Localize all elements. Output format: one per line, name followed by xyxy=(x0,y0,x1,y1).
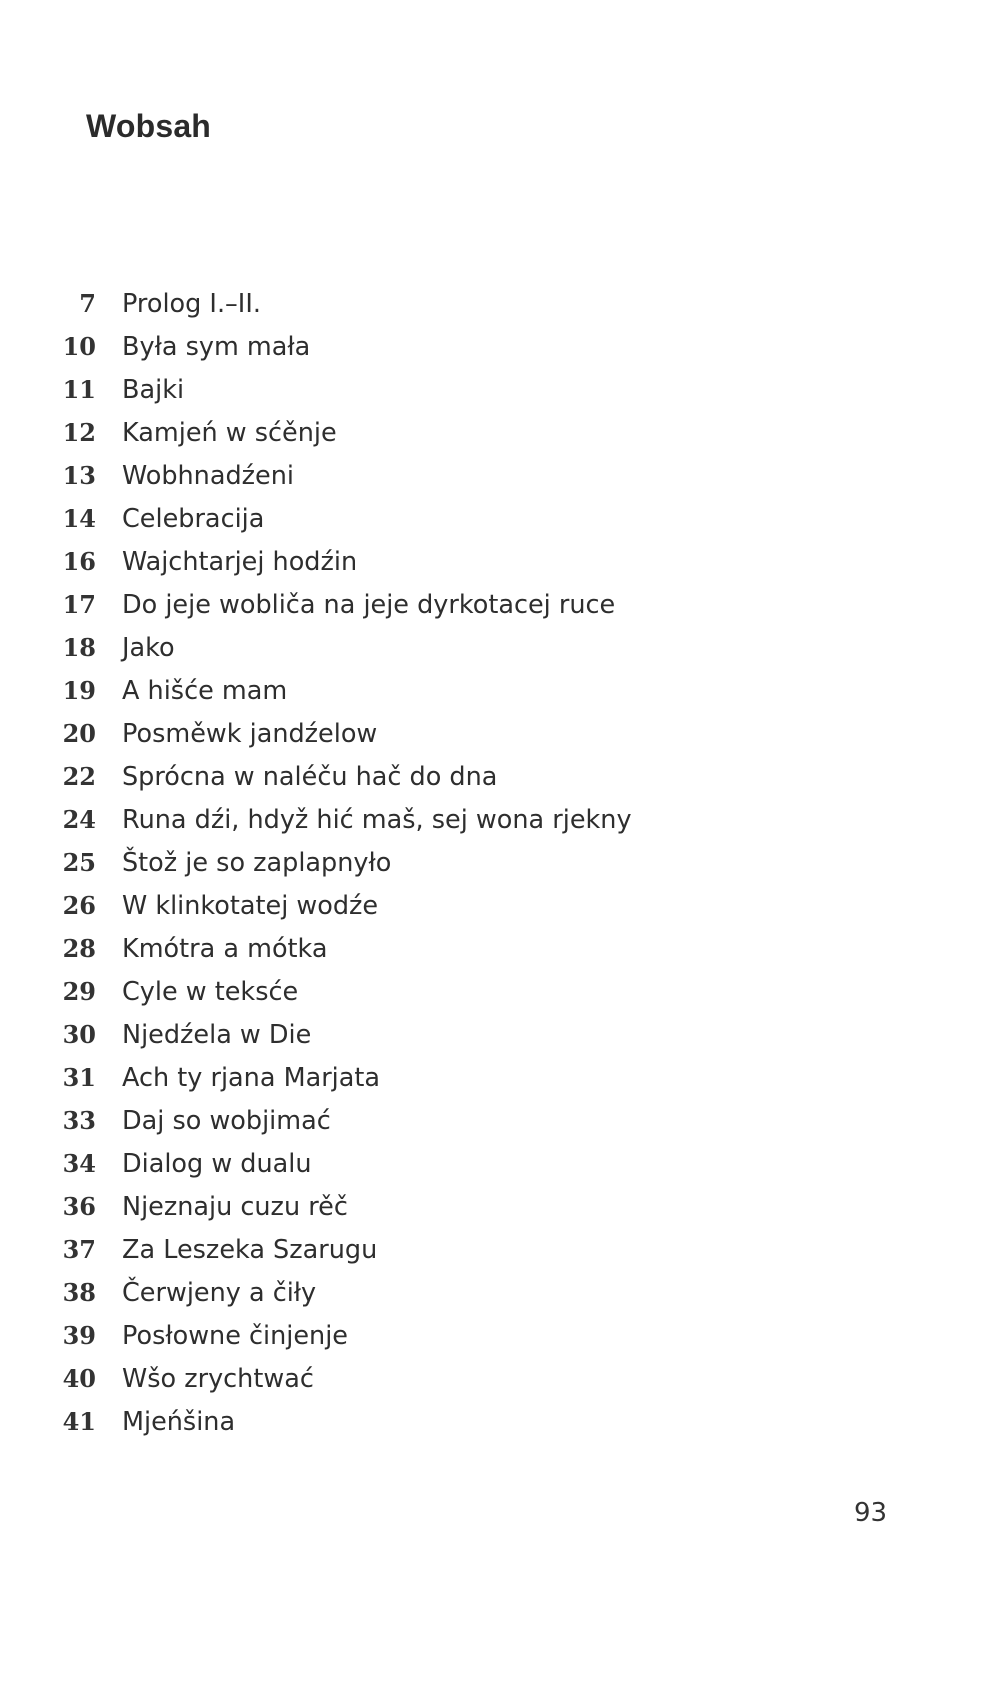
toc-title: Njedźela w Die xyxy=(122,1020,312,1050)
toc-entry xyxy=(0,583,1000,626)
toc-title: Dialog w dualu xyxy=(122,1149,312,1179)
table-of-contents xyxy=(0,282,1000,1443)
toc-title: Celebracija xyxy=(122,504,265,534)
toc-entry xyxy=(0,755,1000,798)
toc-entry xyxy=(0,1185,1000,1228)
toc-entry xyxy=(0,325,1000,368)
toc-title: Njeznaju cuzu rěč xyxy=(122,1192,348,1222)
page-title: Wobsah xyxy=(86,108,212,144)
toc-title: Bajki xyxy=(122,375,185,405)
toc-title: Mjeńšina xyxy=(122,1407,236,1437)
toc-page-number: 40 xyxy=(62,1364,96,1393)
toc-entry xyxy=(0,970,1000,1013)
toc-entry xyxy=(0,1314,1000,1357)
toc-entry xyxy=(0,540,1000,583)
toc-title: Kamjeń w sćěnje xyxy=(122,418,337,448)
toc-entry xyxy=(0,1142,1000,1185)
toc-page-number: 20 xyxy=(62,719,96,748)
toc-page-number: 29 xyxy=(62,977,96,1006)
toc-page-number: 31 xyxy=(62,1063,96,1092)
toc-entry xyxy=(0,1056,1000,1099)
toc-entry xyxy=(0,669,1000,712)
toc-title: Cyle w teksće xyxy=(122,977,299,1007)
toc-entry xyxy=(0,841,1000,884)
toc-title: Čerwjeny a čiły xyxy=(122,1278,317,1308)
toc-title: Sprócna w naléču hač do dna xyxy=(122,762,498,792)
toc-title: Posłowne činjenje xyxy=(122,1321,348,1351)
toc-page-number: 38 xyxy=(62,1278,96,1307)
toc-page-number: 26 xyxy=(62,891,96,920)
toc-page-number: 39 xyxy=(62,1321,96,1350)
toc-page-number: 16 xyxy=(62,547,96,576)
toc-entry xyxy=(0,1228,1000,1271)
toc-entry xyxy=(0,454,1000,497)
page-number: 93 xyxy=(854,1498,888,1528)
toc-entry xyxy=(0,1400,1000,1443)
toc-entry xyxy=(0,1271,1000,1314)
toc-page-number: 13 xyxy=(62,461,96,490)
toc-page-number: 18 xyxy=(62,633,96,662)
toc-title: A hišće mam xyxy=(122,676,288,706)
toc-page-number: 22 xyxy=(62,762,96,791)
toc-page-number: 41 xyxy=(62,1407,96,1436)
toc-entry xyxy=(0,411,1000,454)
toc-entry xyxy=(0,282,1000,325)
toc-page-number: 12 xyxy=(62,418,96,447)
toc-entry xyxy=(0,798,1000,841)
toc-page-number: 28 xyxy=(62,934,96,963)
toc-title: Posměwk jandźelow xyxy=(122,719,378,749)
toc-entry xyxy=(0,1099,1000,1142)
toc-title: Wobhnadźeni xyxy=(122,461,294,491)
toc-entry xyxy=(0,368,1000,411)
toc-page-number: 19 xyxy=(62,676,96,705)
toc-title: W klinkotatej wodźe xyxy=(122,891,379,921)
toc-entry xyxy=(0,1357,1000,1400)
toc-title: Za Leszeka Szarugu xyxy=(122,1235,378,1265)
toc-page-number: 36 xyxy=(62,1192,96,1221)
toc-page-number: 24 xyxy=(62,805,96,834)
toc-entry xyxy=(0,884,1000,927)
toc-title: Daj so wobjimać xyxy=(122,1106,331,1136)
toc-entry xyxy=(0,626,1000,669)
toc-title: Runa dźi, hdyž hić maš, sej wona rjekny xyxy=(122,805,632,835)
toc-page-number: 25 xyxy=(62,848,96,877)
toc-entry xyxy=(0,497,1000,540)
toc-page-number: 34 xyxy=(62,1149,96,1178)
toc-title: Ach ty rjana Marjata xyxy=(122,1063,381,1093)
toc-page-number: 33 xyxy=(62,1106,96,1135)
toc-entry xyxy=(0,927,1000,970)
toc-title: Wšo zrychtwać xyxy=(122,1364,314,1394)
toc-page-number: 30 xyxy=(62,1020,96,1049)
toc-page-number: 14 xyxy=(62,504,96,533)
toc-page-number: 10 xyxy=(62,332,96,361)
toc-page-number: 11 xyxy=(62,375,96,404)
toc-entry xyxy=(0,712,1000,755)
toc-title: Do jeje wobliča na jeje dyrkotacej ruce xyxy=(122,590,616,620)
toc-page-number: 17 xyxy=(62,590,96,619)
toc-title: Była sym mała xyxy=(122,332,311,362)
toc-page-number: 37 xyxy=(62,1235,96,1264)
toc-title: Kmótra a mótka xyxy=(122,934,328,964)
toc-title: Wajchtarjej hodźin xyxy=(122,547,358,577)
toc-title: Jako xyxy=(122,633,175,663)
toc-page-number: 7 xyxy=(79,289,96,318)
toc-entry xyxy=(0,1013,1000,1056)
toc-title: Prolog I.–II. xyxy=(122,289,261,319)
toc-title: Štož je so zaplapnyło xyxy=(122,848,392,878)
